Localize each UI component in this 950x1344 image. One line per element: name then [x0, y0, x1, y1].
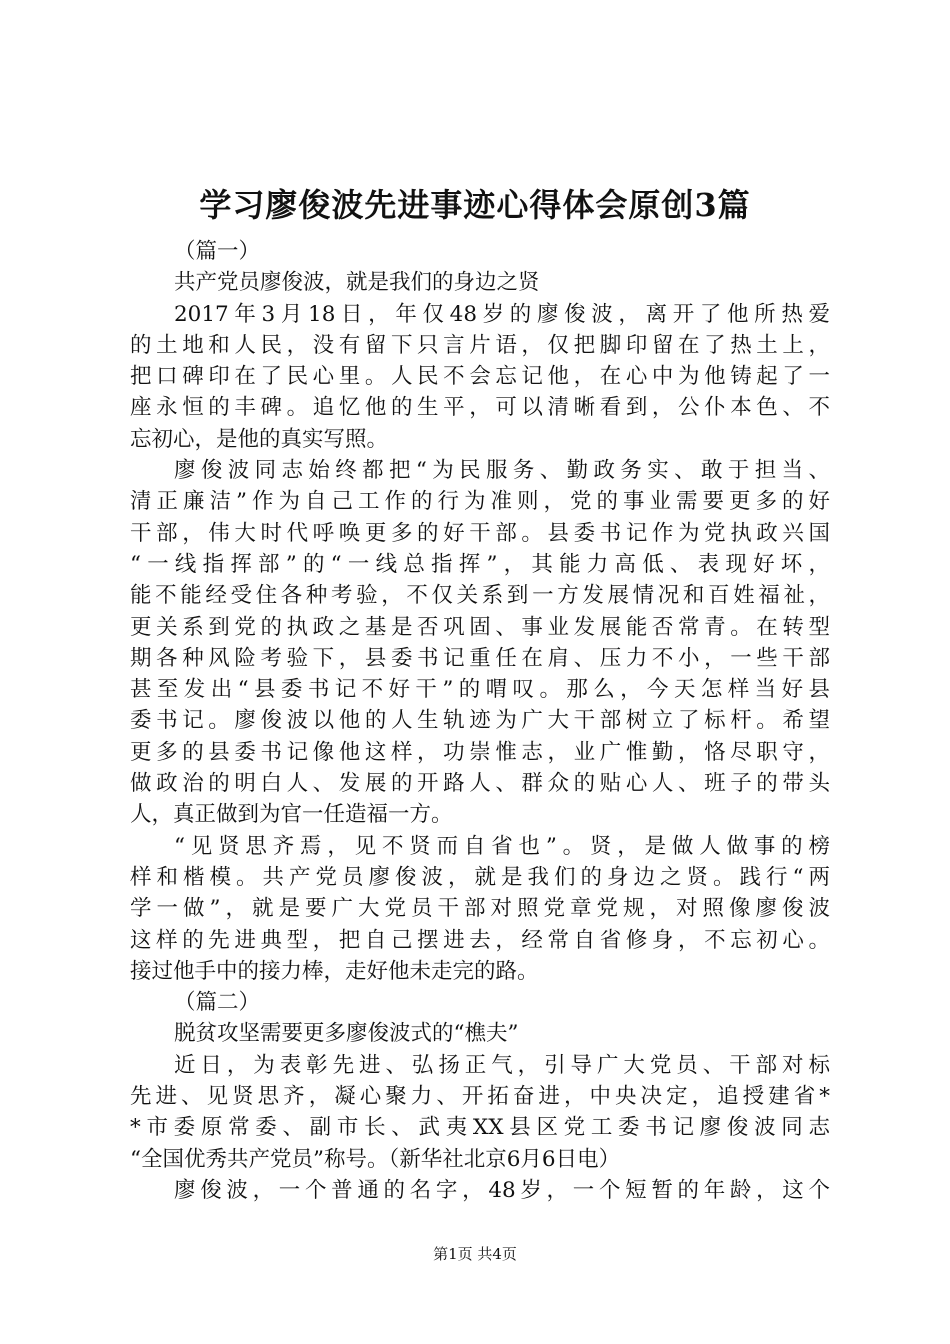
paragraph-line: 清正廉洁”作为自己工作的行为准则，党的事业需要更多的好 — [130, 489, 830, 515]
paragraph-line: 先进、见贤思齐，凝心聚力、开拓奋进，中央决定，追授建省* — [130, 1084, 830, 1110]
paragraph-line: 廖俊波，一个普通的名字，48岁，一个短暂的年龄，这个 — [174, 1177, 830, 1203]
paragraph-line: 人，真正做到为官一任造福一方。 — [130, 802, 453, 828]
paragraph-line: 学一做”，就是要广大党员干部对照党章党规，对照像廖俊波 — [130, 896, 830, 922]
paragraph-line: “全国优秀共产党员”称号。（新华社北京6月6日电） — [130, 1146, 621, 1172]
section-heading-1: （篇一） — [174, 239, 261, 264]
paragraph-line: “一线指挥部”的“一线总指挥”，其能力高低、表现好坏， — [130, 551, 830, 577]
paragraph-line: 更多的县委书记像他这样，功崇惟志，业广惟勤，恪尽职守， — [130, 739, 830, 765]
subtitle-2: 脱贫攻坚需要更多廖俊波式的“樵夫” — [174, 1021, 519, 1047]
paragraph-line: 更关系到党的执政之基是否巩固、事业发展能否常青。在转型 — [130, 614, 830, 640]
paragraph-line: *市委原常委、副市长、武夷XX县区党工委书记廖俊波同志 — [130, 1115, 830, 1141]
document-body — [130, 236, 830, 1206]
paragraph-line: 做政治的明白人、发展的开路人、群众的贴心人、班子的带头 — [130, 771, 830, 797]
page-footer: 第1页 共4页 — [433, 1245, 517, 1263]
paragraph-line: 座永恒的丰碑。追忆他的生平，可以清晰看到，公仆本色、不 — [130, 395, 830, 421]
paragraph-line: 接过他手中的接力棒，走好他未走完的路。 — [130, 958, 539, 984]
paragraph-line: 甚至发出“县委书记不好干”的喟叹。那么，今天怎样当好县 — [130, 677, 830, 703]
paragraph-line: 委书记。廖俊波以他的人生轨迹为广大干部树立了标杆。希望 — [130, 708, 830, 734]
paragraph-line: 2017年3月18日，年仅48岁的廖俊波，离开了他所热爱 — [174, 301, 830, 327]
paragraph-line: 廖俊波同志始终都把“为民服务、勤政务实、敢于担当、 — [174, 458, 830, 484]
paragraph-line: 的土地和人民，没有留下只言片语，仅把脚印留在了热土上， — [130, 332, 830, 358]
paragraph-line: 这样的先进典型，把自己摆进去，经常自省修身，不忘初心。 — [130, 927, 830, 953]
paragraph-line: 干部，伟大时代呼唤更多的好干部。县委书记作为党执政兴国 — [130, 520, 830, 546]
paragraph-line: 近日，为表彰先进、弘扬正气，引导广大党员、干部对标 — [174, 1052, 830, 1078]
paragraph-line: 能不能经受住各种考验，不仅关系到一方发展情况和百姓福祉， — [130, 583, 830, 609]
section-heading-2: （篇二） — [174, 990, 261, 1016]
paragraph-line: “见贤思齐焉，见不贤而自省也”。贤，是做人做事的榜 — [174, 833, 830, 859]
paragraph-line: 期各种风险考验下，县委书记重任在肩、压力不小，一些干部 — [130, 645, 830, 671]
paragraph-line: 忘初心，是他的真实写照。 — [130, 426, 389, 452]
paragraph-line: 样和楷模。共产党员廖俊波，就是我们的身边之贤。践行“两 — [130, 864, 830, 890]
subtitle-1: 共产党员廖俊波，就是我们的身边之贤 — [174, 270, 540, 296]
paragraph-line: 把口碑印在了民心里。人民不会忘记他，在心中为他铸起了一 — [130, 364, 830, 390]
document-title: 学习廖俊波先进事迹心得体会原创3篇 — [199, 186, 751, 224]
